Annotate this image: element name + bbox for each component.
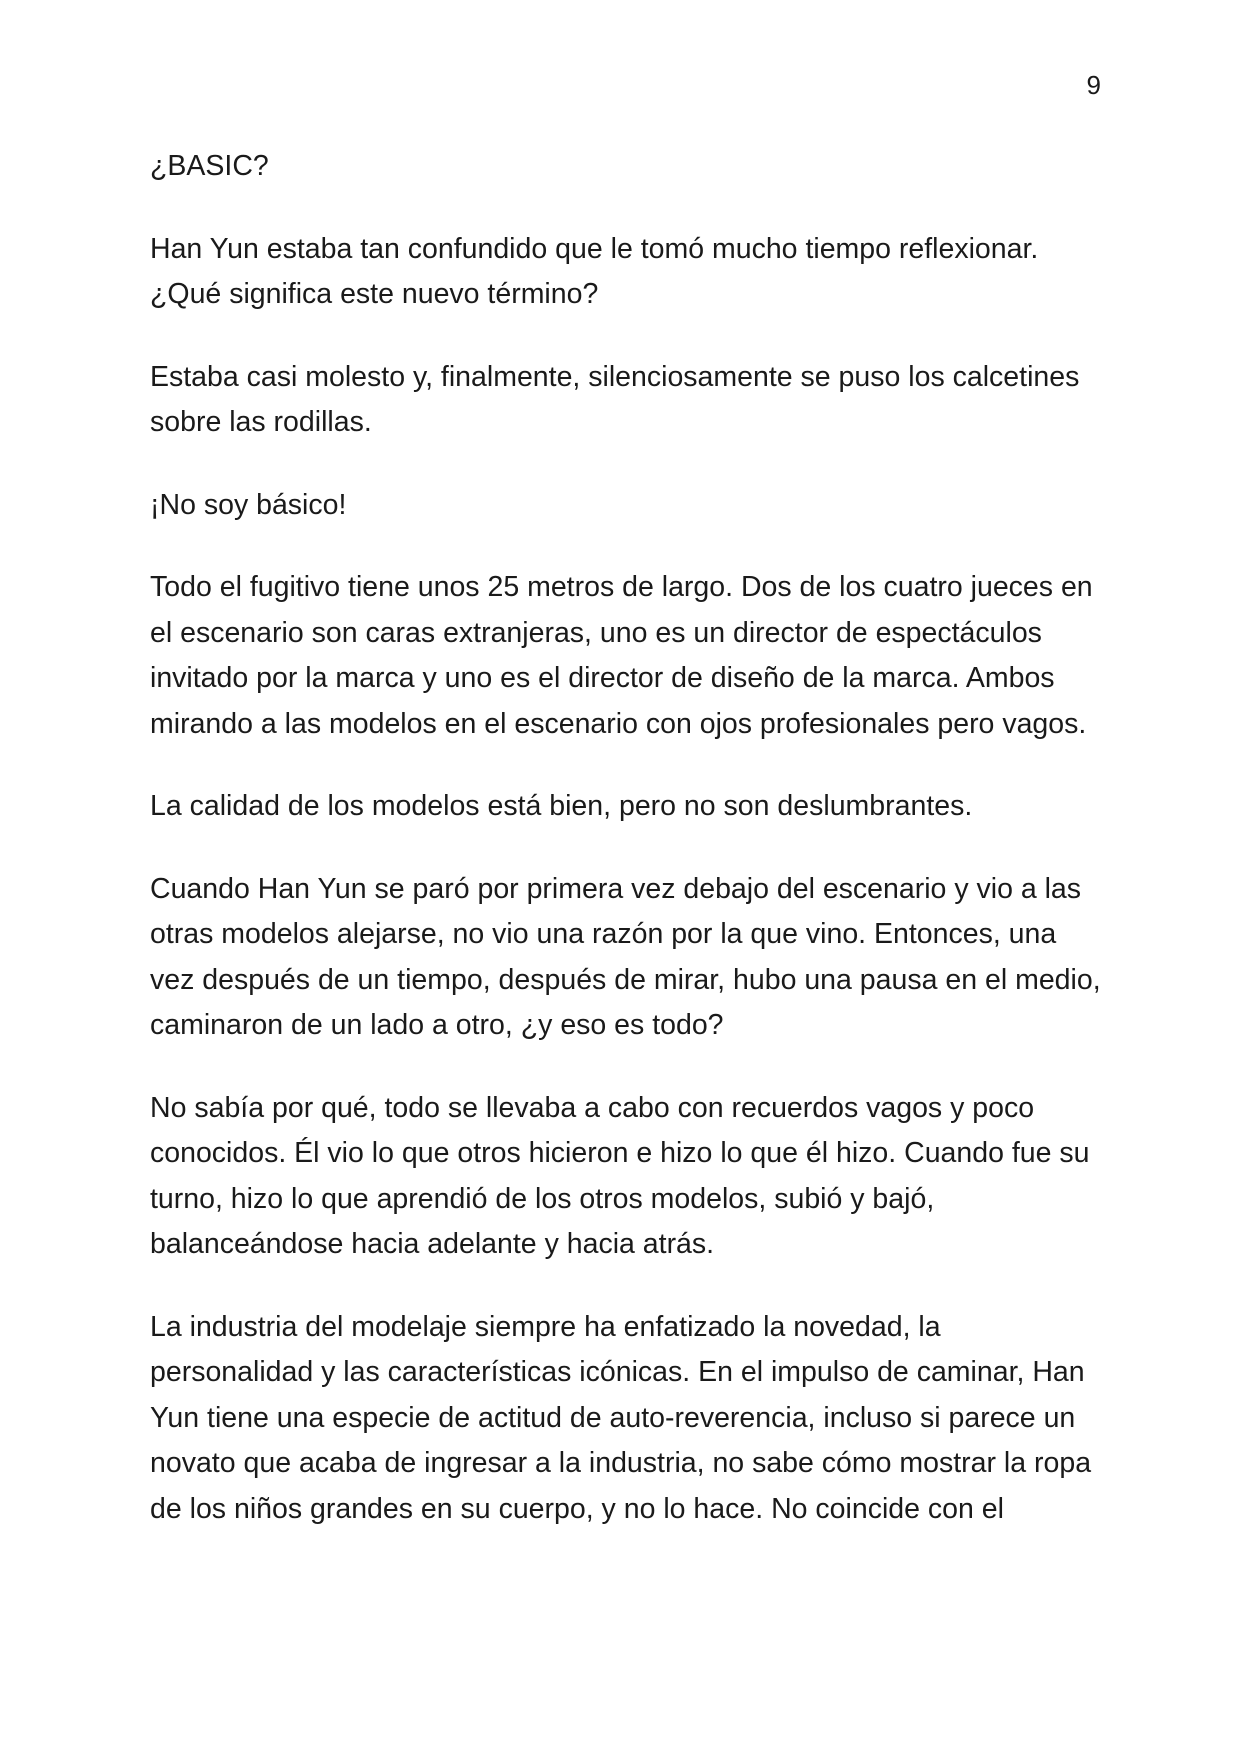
paragraph bbox=[150, 355, 1110, 446]
text-line: Todo el fugitivo tiene unos 25 metros de largo. Dos de los cuatro jueces en bbox=[150, 571, 1093, 603]
text-line: novato que acaba de ingresar a la industria, no sabe cómo mostrar la ropa bbox=[150, 1447, 1092, 1479]
text-line: ¿Qué significa este nuevo término? bbox=[150, 278, 599, 310]
text-line: ¡No soy básico! bbox=[150, 488, 347, 521]
page-number: 9 bbox=[1086, 70, 1101, 100]
paragraph bbox=[150, 1086, 1110, 1268]
text-line: caminaron de un lado a otro, ¿y eso es todo? bbox=[150, 1009, 724, 1041]
paragraph bbox=[150, 867, 1110, 1049]
text-line: sobre las rodillas. bbox=[150, 406, 372, 438]
text-line: de los niños grandes en su cuerpo, y no lo hace. No coincide con el bbox=[150, 1492, 1004, 1525]
text-line: La calidad de los modelos está bien, pero no son deslumbrantes. bbox=[150, 790, 973, 822]
body-text bbox=[150, 144, 1110, 1532]
paragraph bbox=[150, 144, 1110, 190]
paragraph bbox=[150, 227, 1110, 318]
text-line: turno, hizo lo que aprendió de los otros modelos, subió y bajó, bbox=[150, 1182, 935, 1215]
text-line: mirando a las modelos en el escenario con ojos profesionales pero vagos. bbox=[150, 707, 1087, 740]
paragraph bbox=[150, 1305, 1110, 1533]
paragraph bbox=[150, 483, 1110, 529]
text-line: balanceándose hacia adelante y hacia atrás. bbox=[150, 1228, 715, 1260]
text-line: personalidad y las características icónicas. En el impulso de caminar, Han bbox=[150, 1356, 1085, 1388]
text-line: No sabía por qué, todo se llevaba a cabo con recuerdos vagos y poco bbox=[150, 1091, 1035, 1124]
text-line: La industria del modelaje siempre ha enfatizado la novedad, la bbox=[150, 1310, 941, 1343]
text-line: conocidos. Él vio lo que otros hicieron e hizo lo que él hizo. Cuando fue su bbox=[150, 1137, 1090, 1169]
text-line: el escenario son caras extranjeras, uno es un director de espectáculos bbox=[150, 616, 1042, 649]
text-line: ¿BASIC? bbox=[150, 150, 269, 182]
text-line: vez después de un tiempo, después de mirar, hubo una pausa en el medio, bbox=[150, 963, 1101, 996]
text-line: Yun tiene una especie de actitud de auto-reverencia, incluso si parece un bbox=[150, 1401, 1076, 1434]
text-line: invitado por la marca y uno es el director de diseño de la marca. Ambos bbox=[150, 662, 1055, 694]
text-line: Cuando Han Yun se paró por primera vez debajo del escenario y vio a las bbox=[150, 872, 1082, 905]
text-line: Han Yun estaba tan confundido que le tomó mucho tiempo reflexionar. bbox=[150, 232, 1039, 265]
paragraph bbox=[150, 565, 1110, 747]
text-line: Estaba casi molesto y, finalmente, silenciosamente se puso los calcetines bbox=[150, 360, 1080, 393]
paragraph bbox=[150, 784, 1110, 830]
text-line: otras modelos alejarse, no vio una razón por la que vino. Entonces, una bbox=[150, 918, 1057, 950]
